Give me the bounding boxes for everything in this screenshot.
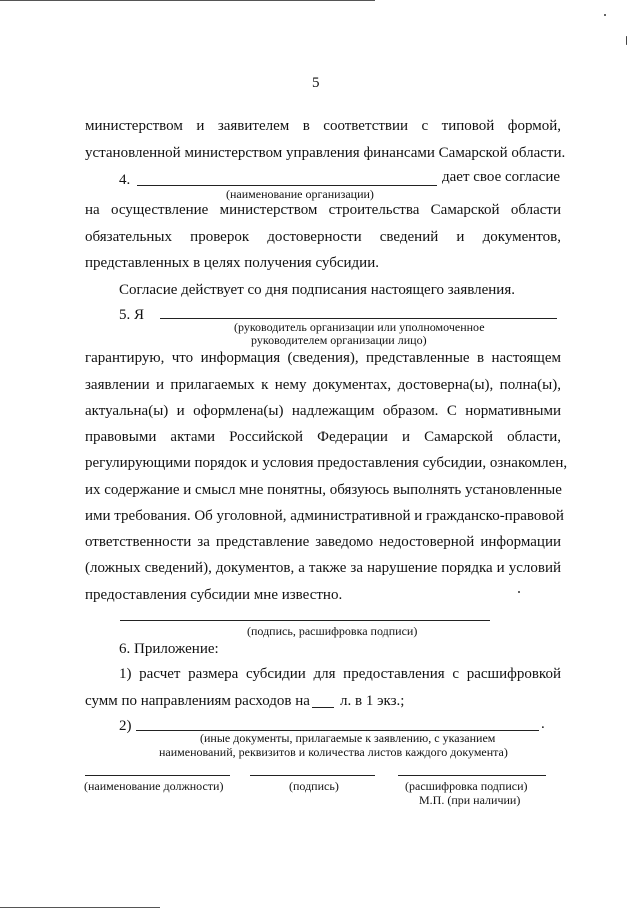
sign-caption: (подпись): [289, 779, 339, 793]
paragraph-line: актуальна(ы) и оформлена(ы) надлежащим образом. С нормативными: [85, 403, 561, 419]
scan-edge-bottom: [0, 907, 160, 908]
attachments-title: 6. Приложение:: [119, 641, 219, 657]
paragraph-line: ответственности за представление заведомо недостоверной информации: [85, 534, 561, 550]
representative-caption: руководителем организации лицо): [251, 333, 427, 347]
paragraph-line: заявлении и прилагаемых к нему документах, достоверна(ы), полна(ы),: [85, 377, 561, 393]
org-name-caption: (наименование организации): [226, 187, 374, 201]
paragraph-line: обязательных проверок достоверности сведений и документов,: [85, 229, 561, 245]
representative-caption: (руководитель организации или уполномоченное: [234, 320, 485, 334]
scan-edge-top: [0, 0, 375, 1]
item-5-number: 5. Я: [119, 307, 145, 323]
attachment-1-line: л. в 1 экз.;: [340, 693, 405, 709]
sign-blank: [250, 775, 375, 776]
item-4-tail: дает свое согласие: [442, 169, 561, 185]
attachment-2-number: 2): [119, 718, 132, 734]
paragraph-line: установленной министерством управления финансами Самарской области.: [85, 145, 566, 161]
signature-caption: (подпись, расшифровка подписи): [247, 624, 418, 638]
scan-speck: [604, 14, 606, 16]
paragraph-line: министерством и заявителем в соответствии с типовой формой,: [85, 118, 561, 134]
paragraph-line: правовыми актами Российской Федерации и Самарской области,: [85, 429, 561, 445]
decode-caption: (расшифровка подписи): [405, 779, 528, 793]
scan-speck: [626, 36, 627, 45]
paragraph-line: регулирующими порядок и условия предоставления субсидии, ознакомлен,: [85, 455, 568, 471]
attachment-1-line: 1) расчет размера субсидии для предоставления с расшифровкой: [119, 666, 561, 682]
decode-blank: [398, 775, 546, 776]
consent-line: Согласие действует со дня подписания настоящего заявления.: [119, 282, 515, 298]
org-name-blank: [137, 185, 437, 186]
stamp-caption: М.П. (при наличии): [419, 793, 521, 807]
representative-blank: [160, 318, 557, 319]
paragraph-line: (ложных сведений), документов, а также за нарушение порядка и условий: [85, 560, 561, 576]
position-blank: [85, 775, 230, 776]
attachment-1-line: сумм по направлениям расходов на: [85, 693, 310, 709]
paragraph-line: гарантирую, что информация (сведения), представленные в настоящем: [85, 350, 561, 366]
paragraph-line: их содержание и смысл мне понятны, обязуюсь выполнять установленные: [85, 482, 562, 498]
paragraph-line: на осуществление министерством строительства Самарской области: [85, 202, 561, 218]
paragraph-line: ими требования. Об уголовной, административной и гражданско-правовой: [85, 508, 564, 524]
paragraph-line: представленных в целях получения субсидии.: [85, 255, 379, 271]
other-documents-caption: (иные документы, прилагаемые к заявлению, с указанием: [200, 731, 496, 745]
sheet-count-blank: [312, 707, 334, 708]
paragraph-line: предоставления субсидии мне известно.: [85, 587, 343, 603]
scan-speck: [518, 591, 520, 593]
signature-blank: [120, 620, 490, 621]
other-documents-caption: наименований, реквизитов и количества листов каждого документа): [159, 745, 508, 759]
item-4-number: 4.: [119, 172, 131, 188]
attachment-2-dot: .: [541, 716, 545, 732]
page-number: 5: [312, 75, 320, 91]
position-caption: (наименование должности): [84, 779, 224, 793]
